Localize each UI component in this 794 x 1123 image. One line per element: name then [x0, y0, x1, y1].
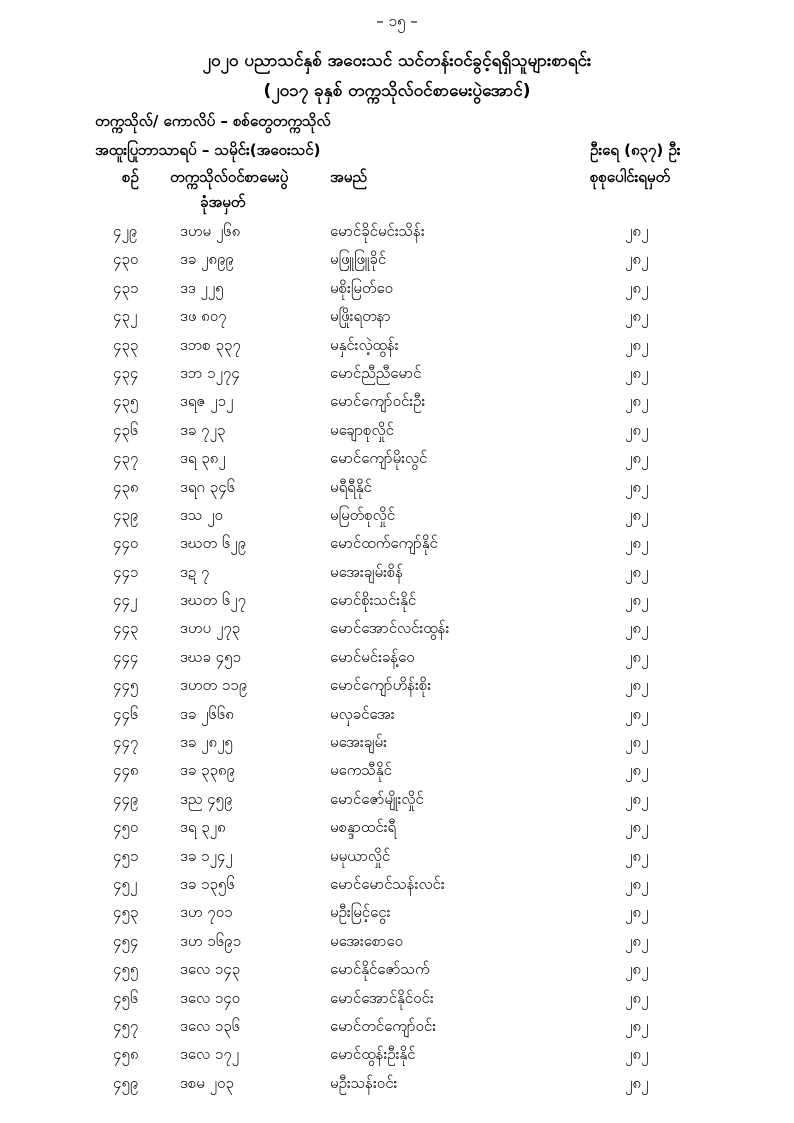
- table-row: [0, 502, 794, 530]
- student-name: မောင်အောင်လင်းထွန်း: [330, 619, 450, 638]
- roll-number: ဒခ ၂၈၉၉: [180, 250, 234, 269]
- table-row: [0, 303, 794, 331]
- row-number: ၄၅၁: [113, 846, 139, 865]
- row-number: ၄၄၂: [113, 591, 138, 610]
- table-row: [0, 1070, 794, 1098]
- student-name: မောင်မင်းခန့်ဝေ: [330, 647, 415, 666]
- student-name: မောင်ကျော်မိုးလွင်: [330, 449, 428, 468]
- row-number: ၄၃၉: [113, 505, 139, 524]
- document-title: ၂၀၂၀ ပညာသင်နှစ် အဝေးသင် သင်တန်းဝင်ခွင့်ရရှိသူများစာရင်း: [202, 51, 592, 71]
- roll-number: ဒဖ ၈၀၇: [180, 307, 227, 326]
- student-name: မကေသီနိုင်: [330, 761, 392, 780]
- table-row: [0, 956, 794, 984]
- total-marks: ၂၈၂: [625, 619, 649, 638]
- roll-number: ဒလေ ၁၇၂: [180, 1045, 240, 1064]
- total-marks: ၂၈၂: [625, 1045, 649, 1064]
- row-number: ၄၄၆: [113, 704, 139, 723]
- table-row: [0, 587, 794, 615]
- student-name: မစိုးမြတ်ဝေ: [330, 278, 394, 297]
- column-header-name: အမည်: [330, 168, 367, 186]
- roll-number: ဒဒ ၂၂၅: [180, 278, 224, 297]
- roll-number: ဒဟပ ၂၇၃: [180, 619, 241, 638]
- row-number: ၄၃၁: [113, 278, 139, 297]
- row-number: ၄၅၇: [113, 1016, 139, 1035]
- student-name: မောင်စိုးသင်းနိုင်: [330, 591, 417, 610]
- total-marks: ၂၈၂: [625, 222, 649, 240]
- table-row: [0, 275, 794, 303]
- roll-number: ဒဟတ ၁၁၉: [180, 676, 248, 695]
- roll-number: ဒဟ ၁၆၉၁: [180, 931, 242, 950]
- student-name: မရီရီနိုင်: [330, 477, 372, 496]
- roll-number: ဒခ ၁၃၅၆: [180, 874, 235, 893]
- table-row: [0, 899, 794, 927]
- table-row: [0, 729, 794, 757]
- table-row: [0, 559, 794, 587]
- student-name: မမြတ်စုလှိုင်: [330, 505, 396, 524]
- total-marks: ၂၈၂: [625, 846, 649, 865]
- university-line: တက္ကသိုလ်/ ကောလိပ် – စစ်တွေတက္ကသိုလ်: [95, 112, 331, 130]
- table-row: [0, 1013, 794, 1041]
- roll-number: ဒလေ ၁၄၀: [180, 988, 241, 1007]
- roll-number: ဒရဇ ၂၁၂: [180, 392, 234, 411]
- student-name: မောင်ဇော်မျိုးလှိုင်: [330, 789, 424, 808]
- roll-number: ဒဃခ ၄၅၁: [180, 647, 241, 666]
- roll-number: ဒဘ ၁၂၇၄: [180, 363, 240, 382]
- student-name: မောင်မောင်သန်းလင်း: [330, 874, 445, 893]
- roll-number: ဒဟ ၇၀၁: [180, 903, 233, 922]
- row-number: ၄၄၁: [113, 562, 139, 581]
- row-number: ၄၃၆: [113, 420, 139, 439]
- row-number: ၄၅၉: [113, 1073, 139, 1092]
- student-name: မအေးချမ်းစိန်: [330, 562, 404, 581]
- table-row: [0, 1041, 794, 1069]
- roll-number: ဒဘစ ၃၃၇: [180, 335, 241, 354]
- total-marks: ၂၈၂: [625, 874, 649, 893]
- student-name: မောင်ကျော်ဟိန်းစိုး: [330, 676, 432, 695]
- total-marks: ၂၈၂: [625, 647, 649, 666]
- row-number: ၄၅၂: [113, 874, 138, 893]
- student-name: မောင်နိုင်ဇော်သက်: [330, 960, 430, 979]
- total-marks: ၂၈၂: [625, 988, 649, 1007]
- subject-line: အထူးပြုဘာသာရပ် – သမိုင်း(အဝေးသင်): [95, 141, 321, 159]
- total-marks: ၂၈၂: [625, 789, 649, 808]
- total-marks: ၂၈၂: [625, 1016, 649, 1035]
- row-number: ၄၃၄: [113, 363, 139, 382]
- roll-number: ဒခ ၂၆၆၈: [180, 704, 234, 723]
- student-name: မောင်အောင်နိုင်ဝင်း: [330, 988, 434, 1007]
- total-marks: ၂၈၂: [625, 1073, 649, 1092]
- document-subtitle: (၂၀၁၇ ခုနှစ် တက္ကသိုလ်ဝင်စာမေးပွဲအောင်): [263, 81, 531, 101]
- student-name: မချောစုလှိုင်: [330, 420, 394, 439]
- roll-number: ဒခ ၂၈၂၅: [180, 733, 233, 752]
- page-number: – ၁၅ –: [376, 12, 418, 30]
- table-row: [0, 388, 794, 416]
- student-name: မလှခင်အေး: [330, 704, 395, 723]
- student-name: မနှင်းလဲ့ထွန်း: [330, 335, 399, 354]
- row-number: ၄၄၇: [113, 733, 139, 752]
- table-row: [0, 672, 794, 700]
- table-row: [0, 530, 794, 558]
- student-name: မစန္ဒာထင်းရီ: [330, 818, 397, 837]
- row-number: ၄၃၇: [113, 449, 139, 468]
- roll-number: ဒရ ၃၈၂: [180, 449, 226, 468]
- column-header-roll: တက္ကသိုလ်ဝင်စာမေးပွဲ: [170, 168, 289, 186]
- student-name: မအေးစောဝေ: [330, 931, 404, 950]
- student-name: မောင်ခိုင်မင်းသိန်း: [330, 222, 425, 240]
- row-number: ၄၃၂: [113, 307, 138, 326]
- table-row: [0, 417, 794, 445]
- total-marks: ၂၈၂: [625, 392, 649, 411]
- roll-number: ဒည ၄၅၉: [180, 789, 233, 808]
- student-name: မောင်ကျော်ဝင်းဦး: [330, 392, 426, 411]
- table-row: [0, 644, 794, 672]
- table-row: [0, 360, 794, 388]
- student-name: မအေးချမ်း: [330, 733, 387, 752]
- total-marks: ၂၈၂: [625, 903, 649, 922]
- table-row: [0, 246, 794, 274]
- table-row: [0, 332, 794, 360]
- row-number: ၄၃၀: [113, 250, 139, 269]
- total-marks: ၂၈၂: [625, 761, 649, 780]
- column-header-roll-line2: ခုံအမှတ်: [200, 193, 246, 211]
- student-name: မဖြူဖြူခိုင်: [330, 250, 387, 269]
- total-marks: ၂၈၂: [625, 960, 649, 979]
- roll-number: ဒခ ၇၂၃: [180, 420, 226, 439]
- total-marks: ၂၈၂: [625, 307, 649, 326]
- roll-number: ဒဟမ ၂၆၈: [180, 222, 241, 240]
- student-name: မဖြိုးရတနာ: [330, 307, 391, 326]
- row-number: ၄၅၅: [113, 960, 139, 979]
- roll-number: ဒခ ၁၂၄၂: [180, 846, 233, 865]
- total-marks: ၂၈၂: [625, 363, 649, 382]
- roll-number: ဒဍ ၇: [180, 562, 210, 581]
- row-number: ၄၅၄: [113, 931, 139, 950]
- total-marks: ၂၈၂: [625, 335, 649, 354]
- row-number: ၄၄၄: [113, 647, 139, 666]
- roll-number: ဒလေ ၁၃၆: [180, 1016, 241, 1035]
- roll-number: ဒလေ ၁၄၃: [180, 960, 241, 979]
- row-number: ၄၅၃: [113, 903, 139, 922]
- row-number: ၄၃၃: [113, 335, 139, 354]
- row-number: ၄၄၀: [113, 534, 139, 553]
- roll-number: ဒစမ ၂၀၃: [180, 1073, 234, 1092]
- table-row: [0, 786, 794, 814]
- student-name: မောင်ထွန်းဦးနိုင်: [330, 1045, 416, 1064]
- table-row: [0, 218, 794, 246]
- roll-number: ဒဃတ ၆၂၉: [180, 534, 247, 553]
- table-row: [0, 757, 794, 785]
- column-header-marks: စုစုပေါင်းရမှတ်: [590, 168, 671, 186]
- row-number: ၄၄၈: [113, 761, 139, 780]
- row-number: ၄၅၆: [113, 988, 139, 1007]
- student-name: မဦးသန်းဝင်း: [330, 1073, 398, 1092]
- table-row: [0, 814, 794, 842]
- total-marks: ၂၈၂: [625, 449, 649, 468]
- student-name: မဦးမြင့်ငွေး: [330, 903, 391, 922]
- row-number: ၄၄၅: [113, 676, 139, 695]
- total-marks: ၂၈၂: [625, 562, 649, 581]
- total-marks: ၂၈၂: [625, 250, 649, 269]
- total-marks: ၂၈၂: [625, 676, 649, 695]
- student-name: မောင်တင်ကျော်ဝင်း: [330, 1016, 437, 1035]
- total-marks: ၂၈၂: [625, 591, 649, 610]
- row-number: ၄၄၉: [113, 789, 139, 808]
- student-name: မောင်ထက်ကျော်နိုင်: [330, 534, 438, 553]
- table-row: [0, 445, 794, 473]
- roll-number: ဒရ ၃၂၈: [180, 818, 226, 837]
- roll-number: ဒသ ၂၀: [180, 505, 223, 524]
- roll-number: ဒရဂ ၃၄၆: [180, 477, 236, 496]
- total-marks: ၂၈၂: [625, 505, 649, 524]
- row-number: ၄၅၈: [113, 1045, 139, 1064]
- results-table: [0, 218, 794, 1098]
- total-marks: ၂၈၂: [625, 818, 649, 837]
- total-marks: ၂၈၂: [625, 704, 649, 723]
- total-marks: ၂၈၂: [625, 278, 649, 297]
- table-row: [0, 615, 794, 643]
- row-number: ၄၃၈: [113, 477, 139, 496]
- total-marks: ၂၈၂: [625, 477, 649, 496]
- roll-number: ဒဃတ ၆၂၇: [180, 591, 247, 610]
- table-row: [0, 843, 794, 871]
- total-marks: ၂၈၂: [625, 420, 649, 439]
- row-number: ၄၄၃: [113, 619, 139, 638]
- total-marks: ၂၈၂: [625, 733, 649, 752]
- table-row: [0, 928, 794, 956]
- column-header-no: စဉ်: [122, 168, 139, 186]
- row-number: ၄၅၀: [113, 818, 139, 837]
- row-number: ၄၂၉: [113, 222, 138, 240]
- roll-number: ဒခ ၃၃၈၉: [180, 761, 235, 780]
- row-number: ၄၃၅: [113, 392, 139, 411]
- student-name: မောင်ညီညီမောင်: [330, 363, 422, 382]
- table-row: [0, 701, 794, 729]
- table-row: [0, 474, 794, 502]
- table-row: [0, 871, 794, 899]
- total-count: ဦးရေ (၈၃၇) ဦး: [590, 141, 681, 159]
- student-name: မမုယာလှိုင်: [330, 846, 391, 865]
- total-marks: ၂၈၂: [625, 534, 649, 553]
- total-marks: ၂၈၂: [625, 931, 649, 950]
- table-row: [0, 985, 794, 1013]
